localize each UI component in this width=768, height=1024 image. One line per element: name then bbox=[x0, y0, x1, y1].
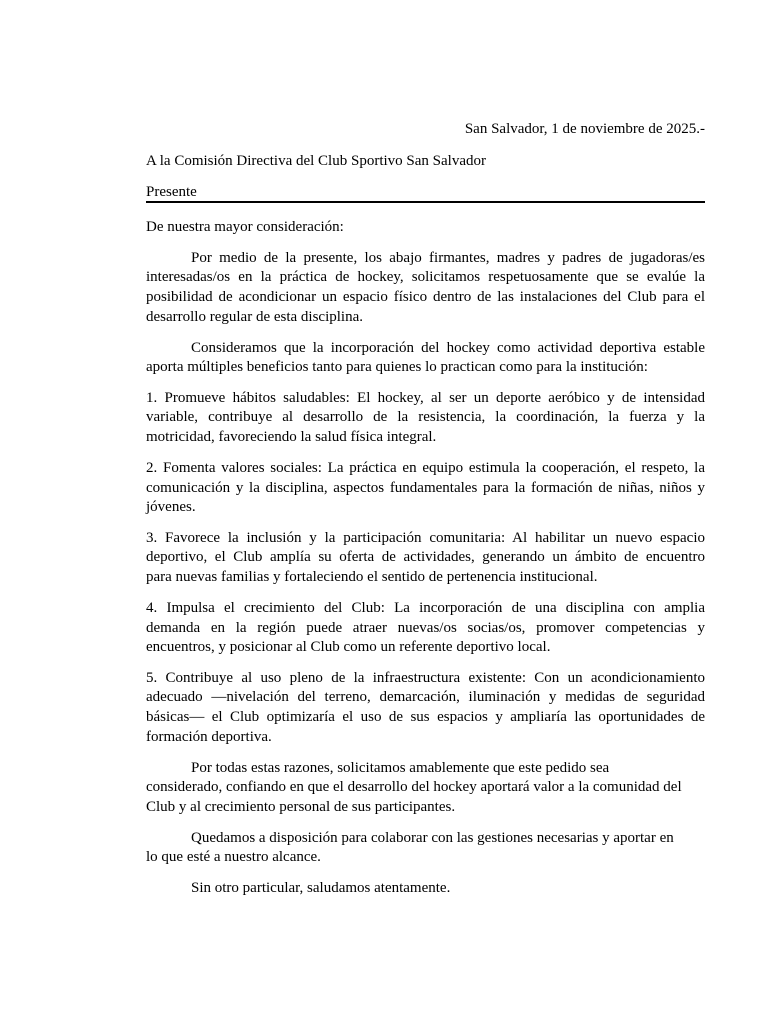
list-item-line: adecuado —nivelación del terreno, demarcación, iluminación y medidas de seguridad bbox=[146, 689, 705, 705]
recipient-line: A la Comisión Directiva del Club Sportivo San Salvador bbox=[146, 153, 486, 169]
list-item-line: encuentros, y posicionar al Club como un referente deportivo local. bbox=[146, 639, 551, 655]
paragraph-line: Por todas estas razones, solicitamos amablemente que este pedido sea bbox=[191, 760, 610, 776]
date-line: San Salvador, 1 de noviembre de 2025.- bbox=[464, 121, 705, 137]
paragraph-line: considerado, confiando en que el desarrollo del hockey aportará valor a la comunidad del bbox=[146, 779, 682, 795]
paragraph-line: lo que esté a nuestro alcance. bbox=[146, 849, 321, 865]
paragraph-line: Quedamos a disposición para colaborar con las gestiones necesarias y aportar en bbox=[191, 830, 674, 846]
list-item-line: 1. Promueve hábitos saludables: El hockey, al ser un deporte aeróbico y de intensidad bbox=[146, 390, 705, 406]
list-item-line: jóvenes. bbox=[146, 499, 196, 515]
list-item-line: 3. Favorece la inclusión y la participación comunitaria: Al habilitar un nuevo espacio bbox=[146, 530, 705, 546]
list-item-line: 4. Impulsa el crecimiento del Club: La incorporación de una disciplina con amplia bbox=[146, 600, 705, 616]
salutation: De nuestra mayor consideración: bbox=[146, 219, 344, 235]
list-item-line: para nuevas familias y fortaleciendo el sentido de pertenencia institucional. bbox=[146, 569, 598, 585]
list-item-line: motricidad, favoreciendo la salud física integral. bbox=[146, 429, 437, 445]
closing-line: Sin otro particular, saludamos atentamente. bbox=[191, 880, 451, 896]
presente-line: Presente bbox=[146, 184, 197, 200]
list-item-line: variable, contribuye al desarrollo de la resistencia, la coordinación, la fuerza y la bbox=[146, 409, 705, 425]
header-divider bbox=[146, 201, 705, 203]
paragraph-line: posibilidad de acondicionar un espacio físico dentro de las instalaciones del Club para el bbox=[146, 289, 705, 305]
list-item-line: demanda en la región puede atraer nuevas/os socias/os, promover competencias y bbox=[146, 620, 705, 636]
paragraph-line: interesadas/os en la práctica de hockey, solicitamos respetuosamente que se evalúe la bbox=[146, 269, 705, 285]
list-item-line: básicas— el Club optimizaría el uso de sus espacios y ampliaría las oportunidades de bbox=[146, 709, 705, 725]
paragraph-line: Consideramos que la incorporación del hockey como actividad deportiva estable bbox=[191, 340, 705, 356]
paragraph-line: aporta múltiples beneficios tanto para quienes lo practican como para la institución: bbox=[146, 359, 648, 375]
paragraph-line: desarrollo regular de esta disciplina. bbox=[146, 309, 364, 325]
list-item-line: formación deportiva. bbox=[146, 729, 272, 745]
list-item-line: comunicación y la disciplina, aspectos fundamentales para la formación de niñas, niños y bbox=[146, 480, 705, 496]
paragraph-line: Club y al crecimiento personal de sus participantes. bbox=[146, 799, 456, 815]
list-item-line: 2. Fomenta valores sociales: La práctica en equipo estimula la cooperación, el respeto, la bbox=[146, 460, 705, 476]
paragraph-line: Por medio de la presente, los abajo firmantes, madres y padres de jugadoras/es bbox=[191, 250, 705, 266]
list-item-line: 5. Contribuye al uso pleno de la infraestructura existente: Con un acondicionamiento bbox=[146, 670, 705, 686]
list-item-line: deportivo, el Club amplía su oferta de actividades, generando un ámbito de encuentro bbox=[146, 549, 705, 565]
